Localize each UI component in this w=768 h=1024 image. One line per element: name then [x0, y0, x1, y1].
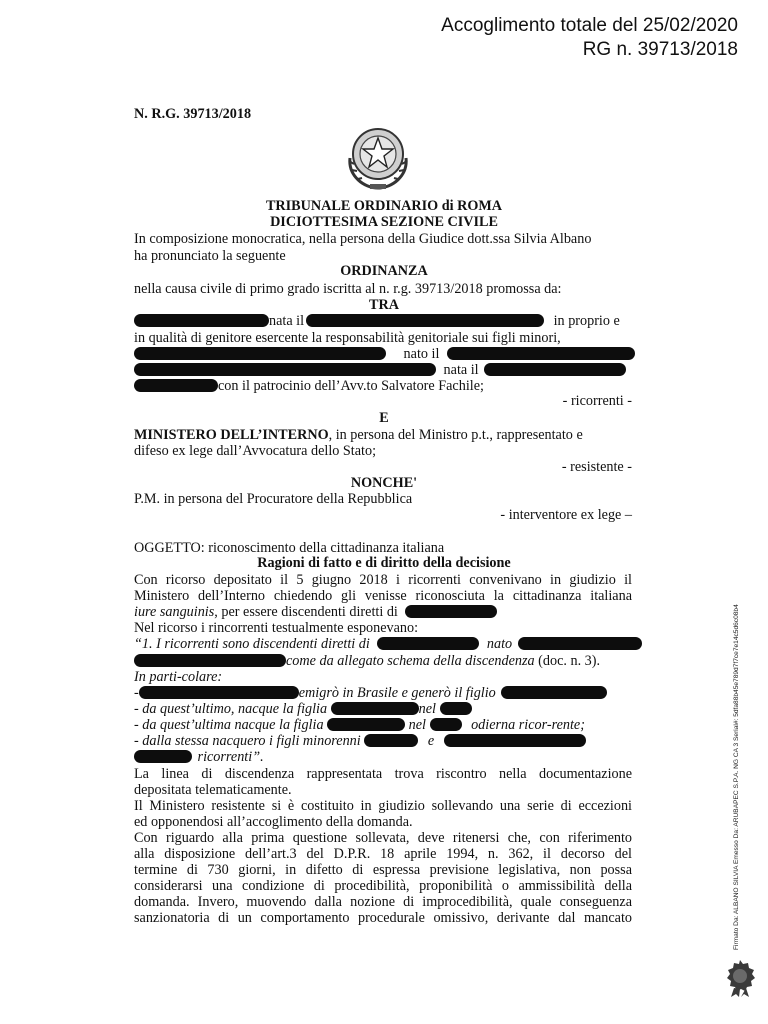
redaction	[484, 363, 626, 376]
body-line: domanda. Invero, muovendo dalla nozione di improcedibilità, quale conseguenza	[134, 894, 632, 910]
body-text: , per essere discendenti diretti di	[214, 604, 398, 620]
italian-republic-emblem-icon	[340, 118, 416, 194]
reasons-title: Ragioni di fatto e di diritto della decisione	[257, 555, 511, 571]
redaction	[377, 637, 479, 650]
quote-text: come da allegato schema della discendenza	[286, 653, 535, 669]
ministry-line2: difeso ex lege dall’Avvocatura dello Stato;	[134, 443, 377, 459]
decision-stamp-line2: RG n. 39713/2018	[582, 39, 738, 60]
quote-text: - da quest’ultima nacque la figlia	[134, 717, 324, 733]
iure-sanguinis: iure sanguinis	[134, 604, 215, 620]
role-ricorrenti: - ricorrenti -	[562, 393, 632, 409]
redaction	[134, 314, 269, 327]
body-line	[134, 604, 497, 621]
quote-line: In parti-colare:	[134, 669, 223, 685]
quote-text: e	[427, 733, 435, 749]
redaction	[134, 363, 436, 376]
nato-il-label: nato il	[403, 346, 440, 362]
quote-text: - da quest’ultimo, nacque la figlia	[134, 701, 328, 717]
nonche-heading: NONCHE'	[350, 475, 418, 491]
quote-line	[134, 749, 264, 766]
party-line4	[134, 362, 626, 379]
quote-text: nel	[418, 701, 436, 717]
decision-stamp-line1: Accoglimento totale del 25/02/2020	[441, 15, 738, 36]
redaction	[364, 734, 418, 747]
role-interventore: - interventore ex lege –	[500, 507, 632, 523]
redaction	[405, 605, 497, 618]
party-line5	[134, 378, 484, 395]
body-line: considerarsi una condizione di procedibilità, proponibilità o ammissibilità della	[134, 878, 632, 894]
quote-text: nato	[486, 636, 513, 652]
signature-seal-icon	[722, 958, 758, 998]
role-resistente: - resistente -	[561, 459, 632, 475]
nata-il-label-2: nata il	[443, 362, 479, 378]
digital-signature-text: Firmato Da: ALBANO SILVIA Emesso Da: ARUBAPEC S.P.A. NG CA 3 Serial#: 5dfa88b45e789d7f7ce7e14c5d6c08b4	[733, 604, 740, 950]
redaction	[134, 654, 286, 667]
quote-doc-ref: (doc. n. 3).	[538, 653, 601, 669]
oggetto: OGGETTO: riconoscimento della cittadinanza italiana	[134, 540, 445, 556]
redaction	[501, 686, 607, 699]
composition-line2: ha pronunciato la seguente	[134, 248, 286, 264]
redaction	[444, 734, 586, 747]
body-line: depositata telematicamente.	[134, 782, 292, 798]
quote-line	[134, 717, 585, 734]
ministry-line1	[134, 427, 583, 444]
body-line: sanzionatoria di un comportamento procedurale omissivo, derivante dal mancato	[134, 910, 632, 926]
redaction	[518, 637, 642, 650]
redaction	[447, 347, 635, 360]
quote-text: ricorrenti”.	[197, 749, 264, 765]
quote-line	[134, 701, 472, 718]
body-line: Nel ricorso i rincorrenti testualmente esponevano:	[134, 620, 419, 636]
ministry-text: , in persona del Ministro p.t., rappresentato e	[328, 427, 583, 443]
document-title: ORDINANZA	[340, 263, 428, 279]
redaction	[134, 379, 218, 392]
quote-text: - dalla stessa nacquero i figli minorenni	[134, 733, 361, 749]
quote-text: nel	[408, 717, 426, 733]
body-line: Con riguardo alla prima questione sollevata, deve ritenersi che, con riferimento	[134, 830, 632, 846]
redaction	[327, 718, 405, 731]
pm-text: P.M. in persona del Procuratore della Repubblica	[134, 491, 413, 507]
quote-text: emigrò in Brasile e generò il figlio	[298, 685, 496, 701]
quote-line	[134, 733, 586, 750]
redaction	[306, 314, 544, 327]
nata-il-label: nata il	[269, 313, 305, 329]
party-line1	[134, 313, 620, 330]
quote-text: -	[134, 685, 139, 701]
quote-line	[134, 636, 642, 653]
redaction	[440, 702, 472, 715]
body-line: Ministero dell’Interno chiedendo gli venisse riconosciuta la cittadinanza italiana	[134, 588, 632, 604]
party-line3	[134, 346, 635, 363]
body-line: Il Ministero resistente si è costituito in giudizio sollevando una serie di eccezioni	[134, 798, 632, 814]
ministry-name: MINISTERO DELL’INTERNO	[134, 427, 329, 443]
rg-number: N. R.G. 39713/2018	[134, 106, 252, 122]
redaction	[430, 718, 462, 731]
redaction	[139, 686, 299, 699]
case-line: nella causa civile di primo grado iscritta al n. r.g. 39713/2018 promossa da:	[134, 281, 562, 297]
composition-line1: In composizione monocratica, nella persona della Giudice dott.ssa Silvia Albano	[134, 231, 592, 247]
court-name: TRIBUNALE ORDINARIO di ROMA	[265, 198, 503, 214]
quote-text: odierna ricor-rente;	[471, 717, 585, 733]
quote-line	[134, 685, 607, 702]
quote-text: “1. I ricorrenti sono discendenti diretti di	[134, 636, 370, 652]
tra-heading: TRA	[369, 297, 399, 313]
redaction	[134, 347, 386, 360]
court-section: DICIOTTESIMA SEZIONE CIVILE	[270, 214, 498, 230]
party-line2: in qualità di genitore esercente la responsabilità genitoriale sui figli minori,	[134, 330, 561, 346]
e-heading: E	[379, 410, 389, 426]
body-line: Con ricorso depositato il 5 giugno 2018 i ricorrenti convenivano in giudizio il	[134, 572, 632, 588]
redaction	[134, 750, 192, 763]
patrocinio-text: con il patrocinio dell’Avv.to Salvatore Fachile;	[218, 378, 484, 394]
body-line: La linea di discendenza rappresentata trova riscontro nella documentazione	[134, 766, 632, 782]
in-proprio-label: in proprio e	[553, 313, 620, 329]
body-line: termine di 730 giorni, in difetto di espressa previsione legislativa, non possa	[134, 862, 632, 878]
redaction	[331, 702, 419, 715]
quote-line	[134, 653, 600, 670]
body-line: ed opponendosi all’accoglimento della domanda.	[134, 814, 413, 830]
body-line: alla disposizione dell’art.3 del D.P.R. 18 aprile 1994, n. 362, il decorso del	[134, 846, 632, 862]
